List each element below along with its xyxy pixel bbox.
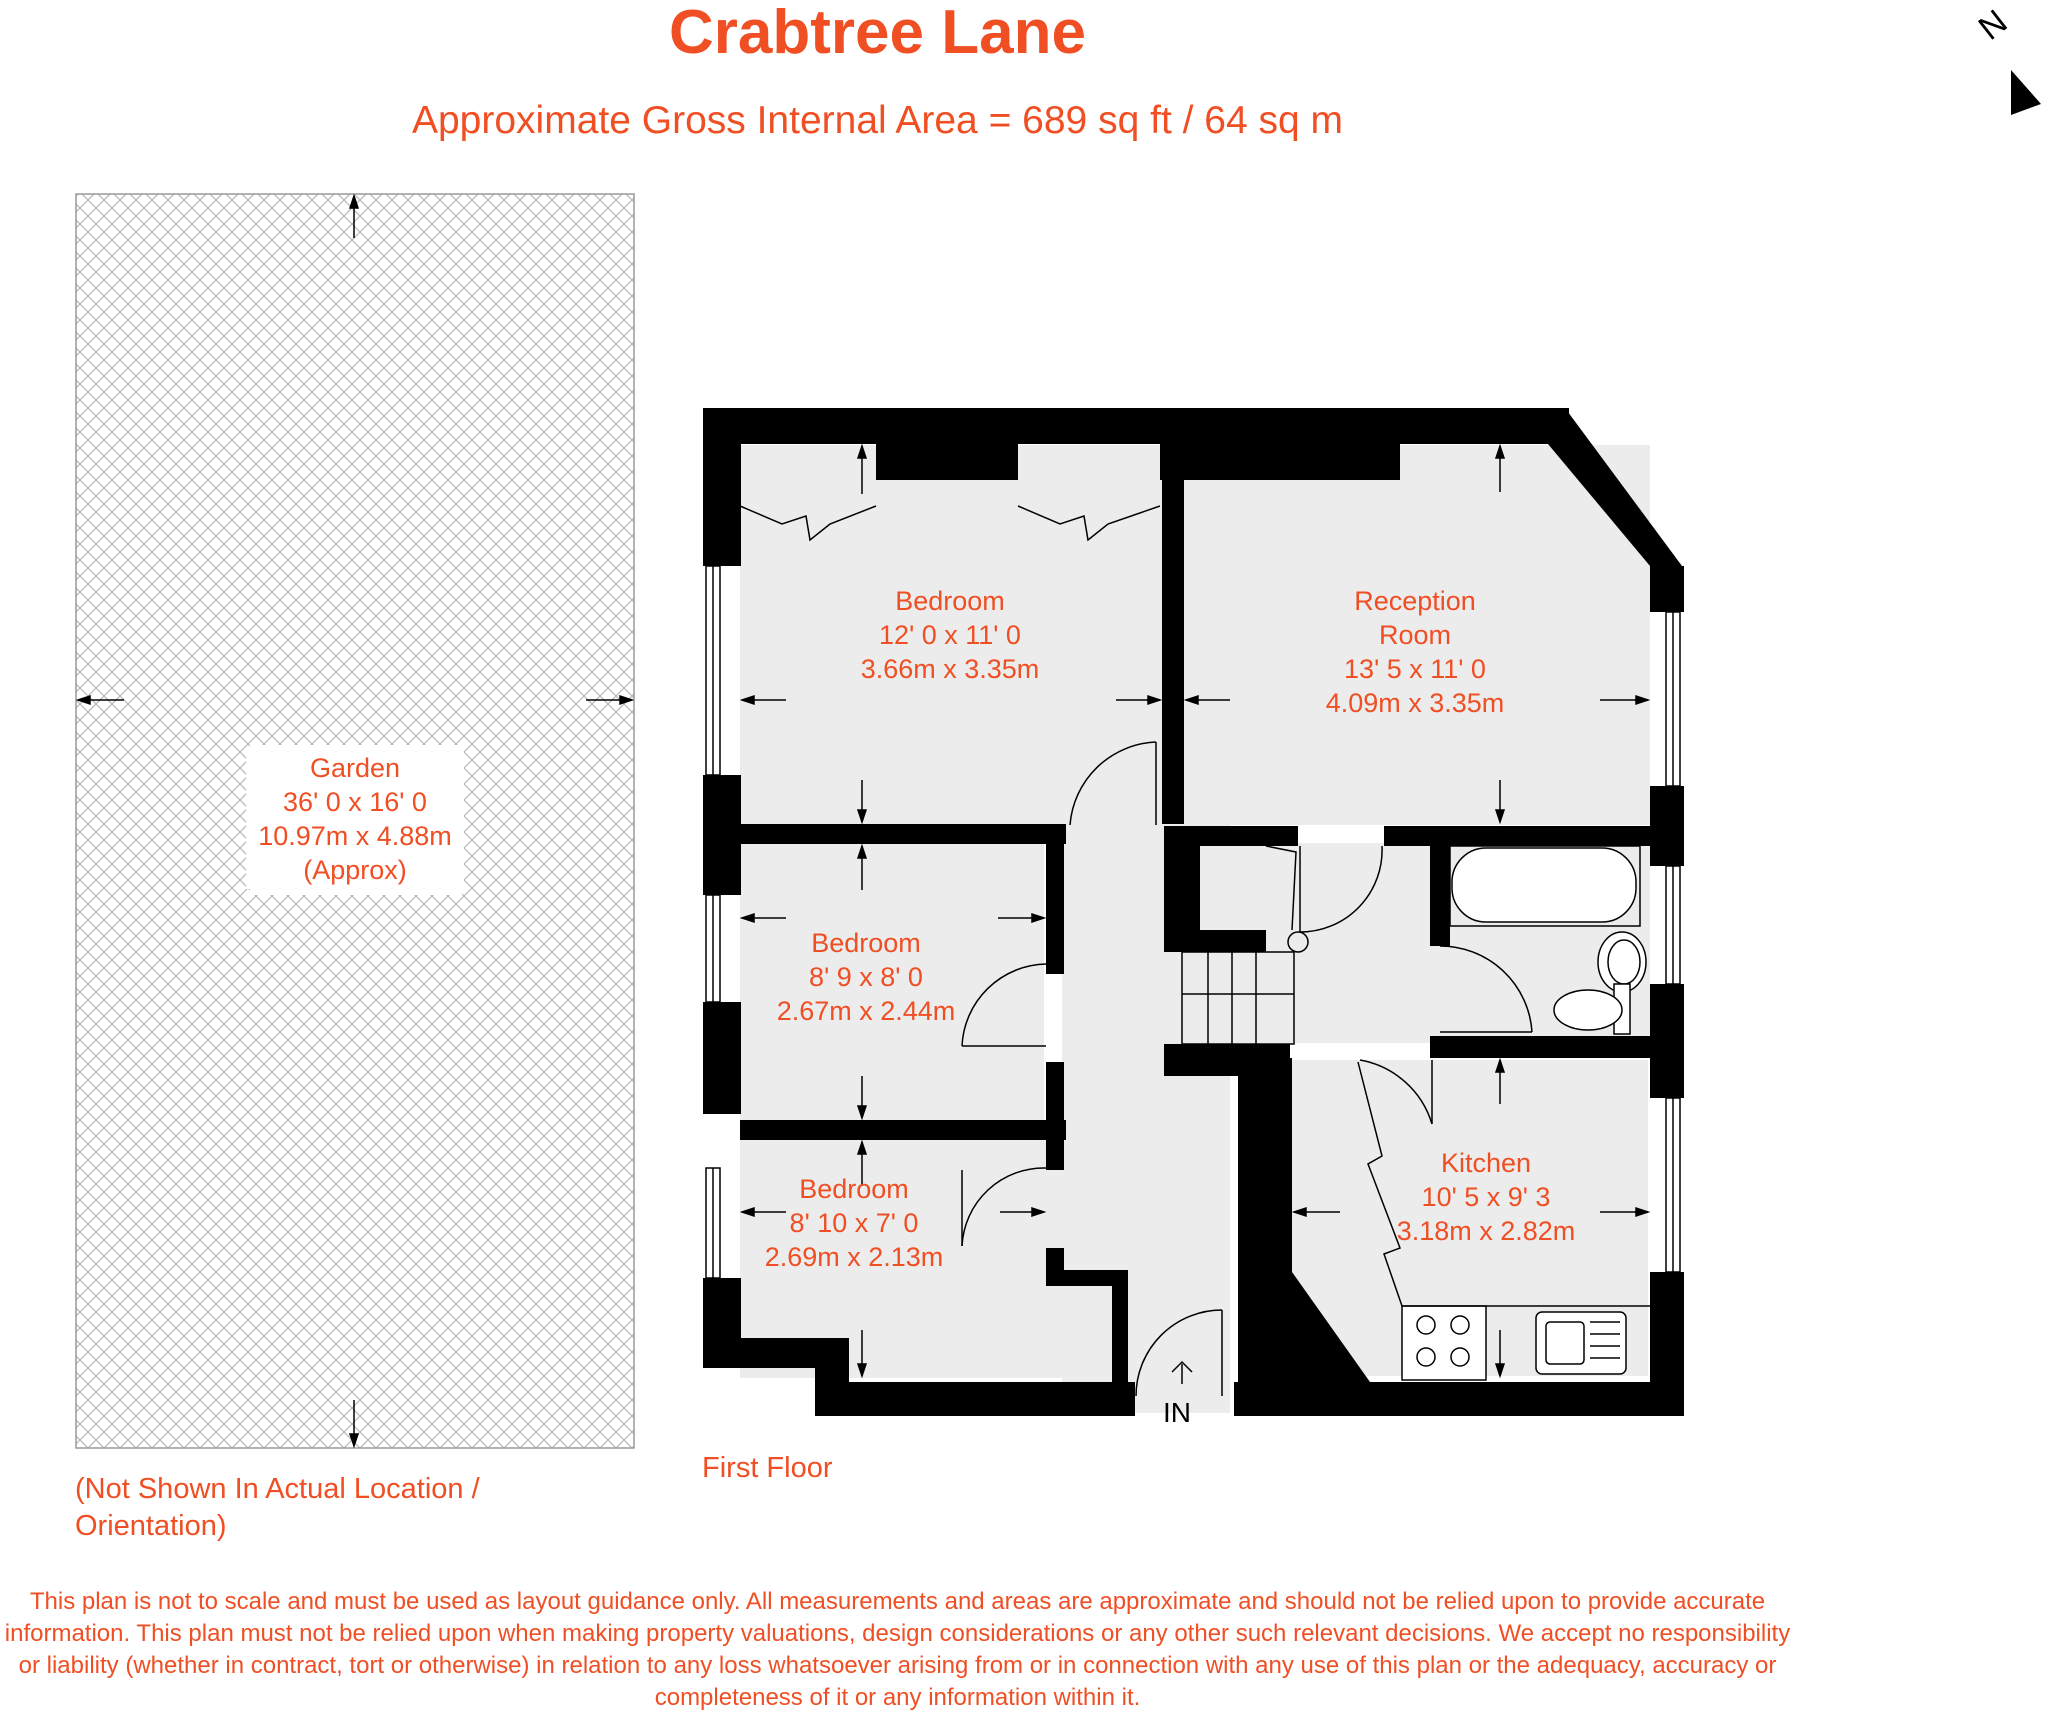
disclaimer-text: This plan is not to scale and must be used as layout guidance only. All measurements and areas are approximate and should not be relied upon to provide accurate information. This plan must not be relied upon when making property valuations, design considerations or any other such relevant decisions. We accept no responsibility or liability (whether in contract, tort or otherwise) in relation to any loss whatsoever arising from or in connection with any use of this plan or the adequacy, accuracy or completeness of it or any information within it.	[4, 1588, 1791, 1711]
room-label-kitchen	[1386, 1146, 1586, 1248]
room-imperial: 12' 0 x 11' 0	[879, 620, 1021, 650]
garden-name: Garden	[309, 753, 401, 783]
room-imperial: 8' 10 x 7' 0	[789, 1208, 919, 1238]
plan-title: Crabtree Lane	[669, 0, 1086, 67]
room-imperial: 10' 5 x 9' 3	[1421, 1182, 1551, 1212]
room-metric: 2.67m x 2.44m	[776, 996, 956, 1026]
room-imperial: 13' 5 x 11' 0	[1344, 654, 1486, 684]
garden-location-note: (Not Shown In Actual Location / Orientation)	[75, 1473, 480, 1542]
garden-imperial: 36' 0 x 16' 0	[283, 787, 427, 817]
room-name: Bedroom	[799, 1174, 909, 1204]
room-metric: 3.18m x 2.82m	[1396, 1216, 1576, 1246]
north-label: N	[1971, 2, 2015, 48]
gross-area-subtitle: Approximate Gross Internal Area = 689 sq ft / 64 sq m	[411, 99, 1344, 142]
room-metric: 3.66m x 3.35m	[860, 654, 1040, 684]
room-label-bedroom-1	[850, 584, 1050, 686]
room-metric: 4.09m x 3.35m	[1325, 688, 1505, 718]
room-name: Kitchen	[1440, 1148, 1532, 1178]
room-label-bedroom-3	[754, 1172, 954, 1274]
floor-label: First Floor	[702, 1452, 833, 1484]
entrance-label: IN	[1163, 1397, 1191, 1428]
room-name: Bedroom	[811, 928, 921, 958]
room-name: Bedroom	[895, 586, 1005, 616]
room-imperial: 8' 9 x 8' 0	[809, 962, 923, 992]
room-label-garden	[246, 749, 464, 889]
room-label-reception	[1310, 584, 1520, 720]
room-name-line1: Reception	[1354, 586, 1476, 616]
garden-metric: 10.97m x 4.88m	[258, 821, 452, 851]
room-label-bedroom-2	[766, 926, 966, 1028]
room-metric: 2.69m x 2.13m	[764, 1242, 944, 1272]
garden-approx-note: (Approx)	[303, 855, 407, 885]
room-name-line2: Room	[1378, 620, 1452, 650]
